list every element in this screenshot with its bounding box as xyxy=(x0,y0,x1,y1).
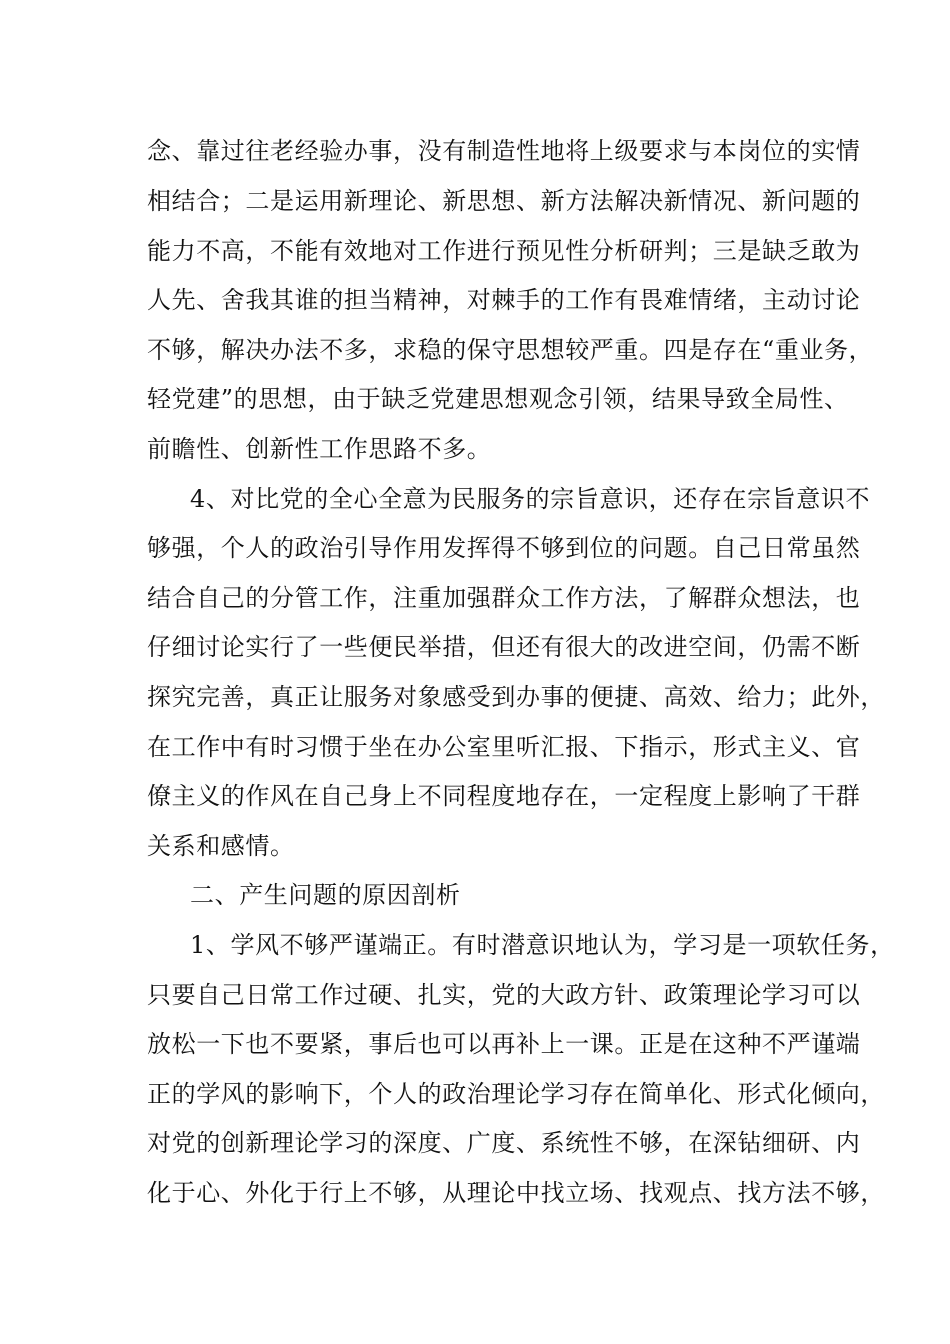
text-line: 相结合；二是运用新理论、新思想、新方法解决新情况、新问题的 xyxy=(147,187,861,215)
text-line: 念、靠过往老经验办事，没有制造性地将上级要求与本岗位的实情 xyxy=(147,137,861,165)
text-line: 不够，解决办法不多，求稳的保守思想较严重。四是存在“重业务， xyxy=(147,336,874,364)
paragraph-first-line: 1、学风不够严谨端正。有时潜意识地认为，学习是一项软任务， xyxy=(190,931,895,959)
text-line: 够强，个人的政治引导作用发挥得不够到位的问题。自己日常虽然 xyxy=(147,534,861,562)
text-line: 放松一下也不要紧，事后也可以再补上一课。正是在这种不严谨端 xyxy=(147,1030,861,1058)
text-line: 能力不高，不能有效地对工作进行预见性分析研判；三是缺乏敢为 xyxy=(147,237,861,265)
text-line: 只要自己日常工作过硬、扎实，党的大政方针、政策理论学习可以 xyxy=(147,981,861,1009)
text-line: 前瞻性、创新性工作思路不多。 xyxy=(147,435,492,463)
text-line: 僚主义的作风在自己身上不同程度地存在，一定程度上影响了干群 xyxy=(147,782,861,810)
text-line: 在工作中有时习惯于坐在办公室里听汇报、下指示，形式主义、官 xyxy=(147,733,861,761)
text-line: 探究完善，真正让服务对象感受到办事的便捷、高效、给力；此外， xyxy=(147,683,885,711)
text-line: 结合自己的分管工作，注重加强群众工作方法，了解群众想法，也 xyxy=(147,584,861,612)
text-line: 正的学风的影响下，个人的政治理论学习存在简单化、形式化倾向， xyxy=(147,1080,885,1108)
text-line: 化于心、外化于行上不够，从理论中找立场、找观点、找方法不够， xyxy=(147,1179,885,1207)
section-heading: 二、产生问题的原因剖析 xyxy=(190,881,461,909)
text-line: 仔细讨论实行了一些便民举措，但还有很大的改进空间，仍需不断 xyxy=(147,633,861,661)
text-line: 对党的创新理论学习的深度、广度、系统性不够，在深钻细研、内 xyxy=(147,1129,861,1157)
text-line: 关系和感情。 xyxy=(147,832,295,860)
text-line: 人先、舍我其谁的担当精神，对棘手的工作有畏难情绪，主动讨论 xyxy=(147,286,861,314)
text-line: 轻党建”的思想，由于缺乏党建思想观念引领，结果导致全局性、 xyxy=(147,385,849,413)
paragraph-first-line: 4、对比党的全心全意为民服务的宗旨意识，还存在宗旨意识不 xyxy=(190,485,871,513)
